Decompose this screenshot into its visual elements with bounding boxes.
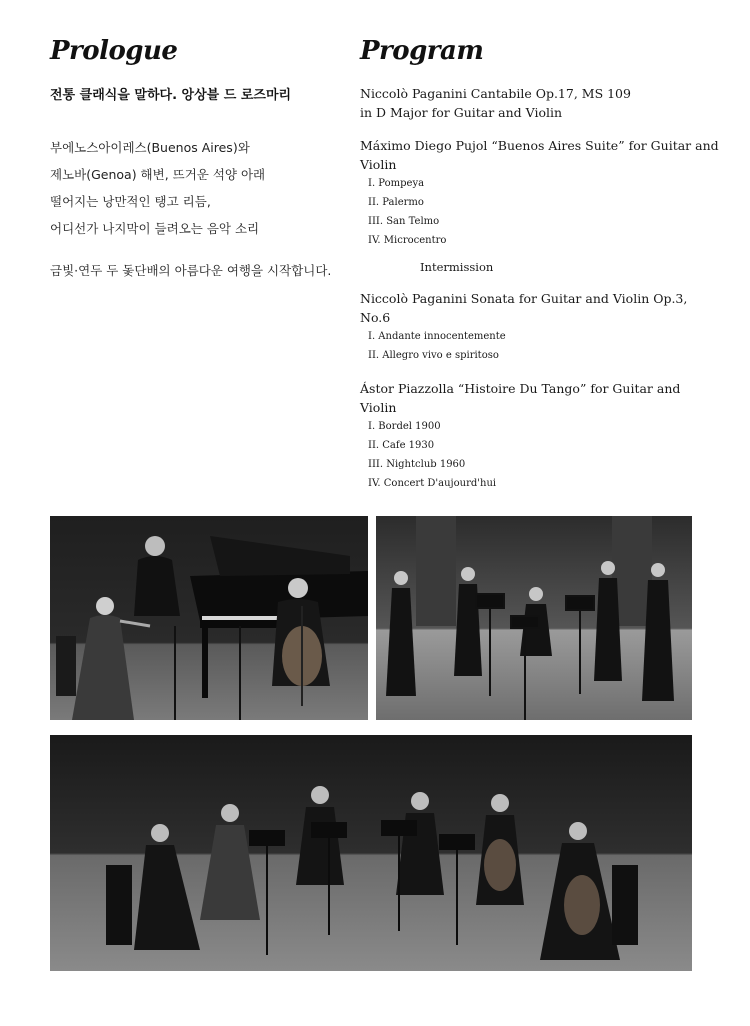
movement-item: IV. Microcentro bbox=[368, 235, 447, 246]
piece-title: Niccolò Paganini Cantabile Op.17, MS 109 bbox=[360, 86, 631, 101]
movement-item: IV. Concert D'aujourd'hui bbox=[368, 478, 497, 489]
movement-item: I. Andante innocentemente bbox=[368, 331, 506, 342]
movement-item: III. Nightclub 1960 bbox=[368, 459, 466, 470]
movement-item: III. San Telmo bbox=[368, 216, 440, 227]
prologue-line: 제노바(Genoa) 해변, 뜨거운 석양 아래 bbox=[50, 167, 266, 182]
program-heading: Program bbox=[360, 36, 484, 66]
piece-title-continued: in D Major for Guitar and Violin bbox=[360, 105, 563, 120]
piece-title: Niccolò Paganini Sonata for Guitar and Violin Op.3, No.6 bbox=[360, 291, 688, 325]
movement-item: I. Bordel 1900 bbox=[368, 421, 441, 432]
prologue-closing: 금빛·연두 두 돛단배의 아름다운 여행을 시작합니다. bbox=[50, 263, 332, 278]
piece-title: Máximo Diego Pujol “Buenos Aires Suite” for Guitar and Violin bbox=[360, 138, 719, 172]
movement-item: II. Palermo bbox=[368, 197, 424, 208]
movement-item: II. Cafe 1930 bbox=[368, 440, 435, 451]
prologue-heading: Prologue bbox=[50, 36, 178, 66]
piece-title: Ástor Piazzolla “Histoire Du Tango” for Guitar and Violin bbox=[360, 381, 681, 415]
ensemble-photo bbox=[50, 735, 692, 971]
quintet-photo bbox=[376, 516, 692, 720]
movement-item: I. Pompeya bbox=[368, 178, 425, 189]
intermission-label: Intermission bbox=[420, 260, 494, 274]
program-list bbox=[360, 84, 720, 493]
prologue-line: 부에노스아이레스(Buenos Aires)와 bbox=[50, 140, 250, 155]
movement-item: II. Allegro vivo e spiritoso bbox=[368, 350, 499, 361]
prologue-subtitle: 전통 클래식을 말하다. 앙상블 드 로즈마리 bbox=[50, 88, 292, 103]
prologue-line: 어디선가 나지막이 들려오는 음악 소리 bbox=[50, 221, 260, 236]
prologue-line: 떨어지는 낭만적인 탱고 리듬, bbox=[50, 194, 211, 209]
prologue-text bbox=[50, 134, 265, 242]
trio-photo bbox=[50, 516, 368, 720]
